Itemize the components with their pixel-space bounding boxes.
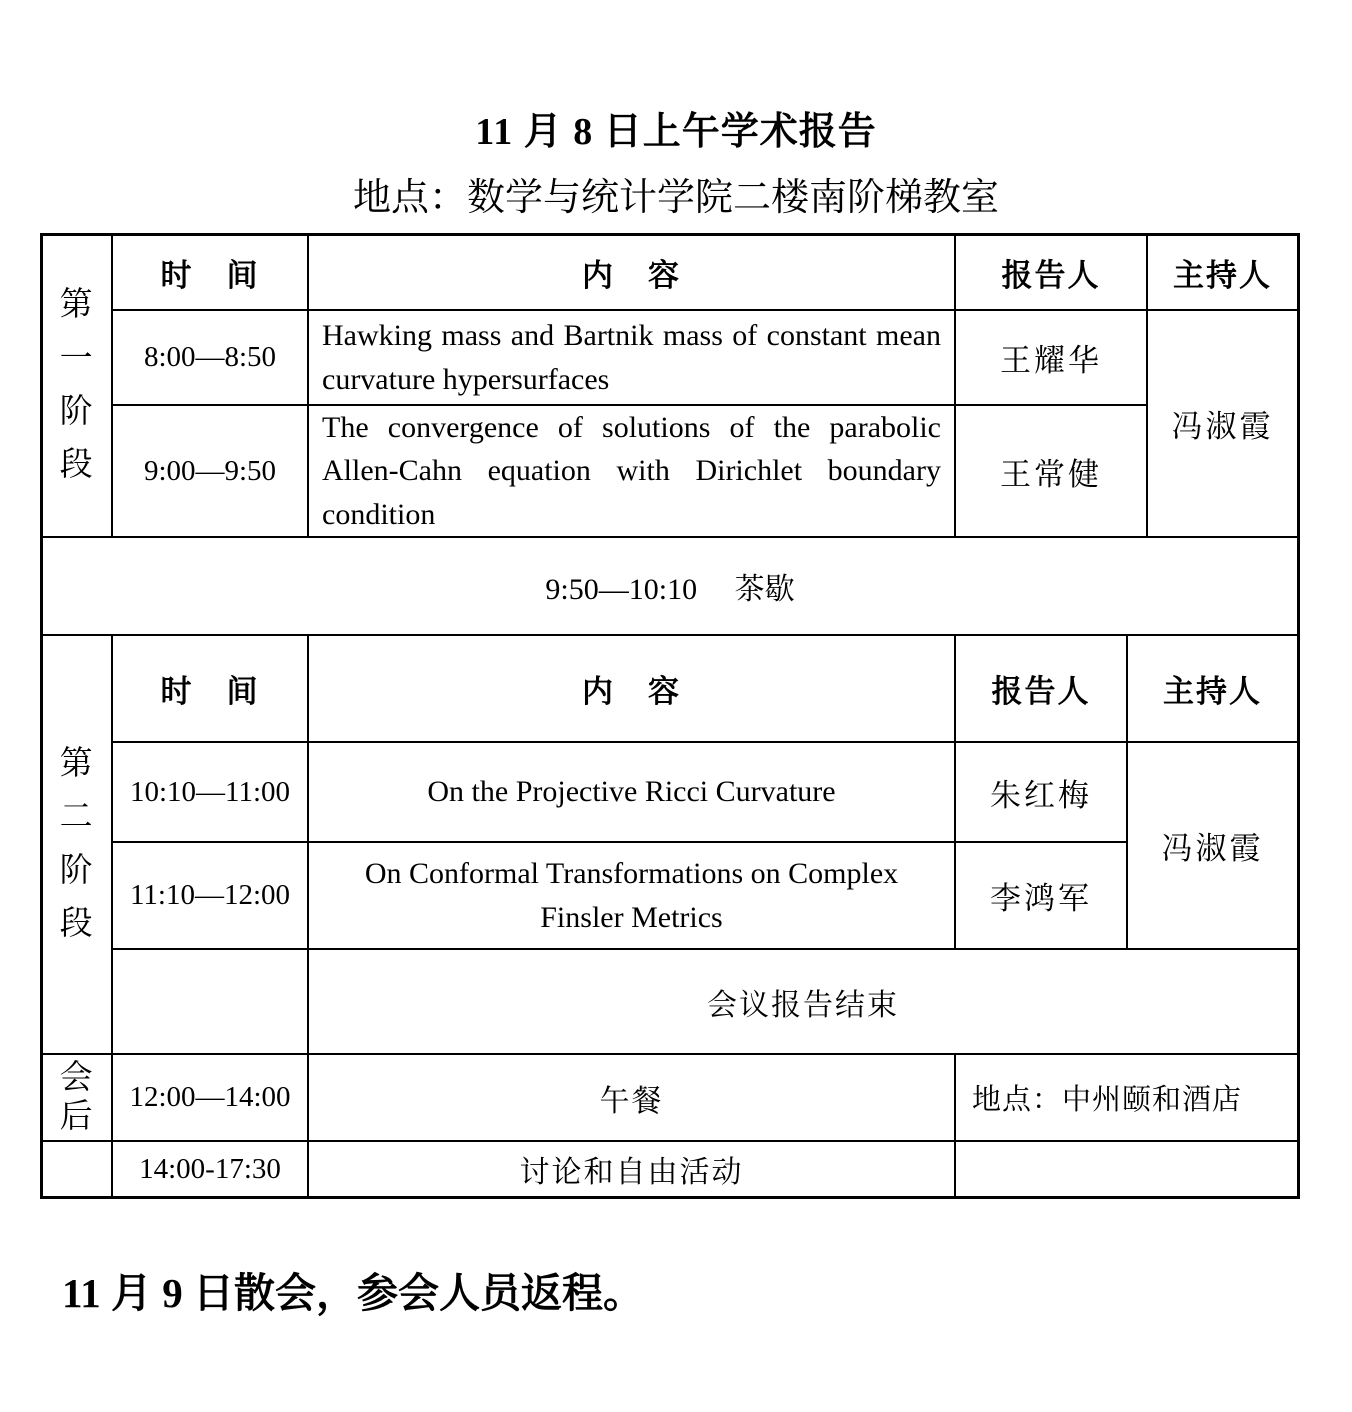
empty-cell — [956, 1142, 1297, 1196]
phase2-label-cell — [43, 636, 111, 1053]
talk2-title-cell — [309, 406, 954, 536]
column-header-speaker: 报告人 — [956, 236, 1146, 309]
phase1-label-cell — [43, 236, 111, 536]
column-header-time: 时 间 — [113, 236, 307, 309]
talk2-time: 9:00—9:50 — [113, 406, 307, 536]
phase2-chair: 冯淑霞 — [1128, 743, 1297, 948]
lunch-location: 地点：中州颐和酒店 — [956, 1055, 1297, 1140]
column-header-content: 内 容 — [309, 236, 954, 309]
after-session-label: 会后 — [59, 1059, 95, 1135]
talk3-title: On the Projective Ricci Curvature — [309, 743, 954, 841]
column-header-chair: 主持人 — [1148, 236, 1297, 309]
column-header-speaker-2: 报告人 — [956, 636, 1126, 741]
page-title: 11 月 8 日上午学术报告 — [475, 111, 877, 153]
schedule-section-phase2 — [40, 636, 1300, 1199]
after-session-label-cell — [43, 1055, 111, 1140]
column-header-content-2: 内 容 — [309, 636, 954, 741]
phase1-label: 第一阶段 — [59, 287, 95, 484]
empty-phase-cell — [43, 1142, 111, 1196]
session-end-note: 会议报告结束 — [309, 950, 1297, 1053]
talk4-speaker: 李鸿军 — [956, 843, 1126, 948]
schedule-table — [40, 233, 1300, 1199]
talk1-time: 8:00—8:50 — [113, 311, 307, 404]
talk4-title: On Conformal Transformations on Complex Finsler Metrics — [309, 843, 954, 948]
empty-time-cell — [113, 950, 307, 1053]
closing-note: 11 月 9 日散会，参会人员返程。 — [62, 1270, 644, 1316]
tea-break-row: 9:50—10:10 茶歇 — [40, 538, 1300, 636]
talk3-time: 10:10—11:00 — [113, 743, 307, 841]
phase2-label: 第二阶段 — [59, 745, 95, 942]
talk1-title-cell — [309, 311, 954, 404]
free-activity-time: 14:00-17:30 — [113, 1142, 307, 1196]
talk4-time: 11:10—12:00 — [113, 843, 307, 948]
talk2-speaker: 王常健 — [956, 406, 1146, 536]
page-subtitle: 地点：数学与统计学院二楼南阶梯教室 — [352, 177, 999, 219]
talk3-speaker: 朱红梅 — [956, 743, 1126, 841]
lunch-label: 午餐 — [309, 1055, 954, 1140]
lunch-time: 12:00—14:00 — [113, 1055, 307, 1140]
schedule-section-phase1 — [40, 233, 1300, 538]
talk1-title: Hawking mass and Bartnik mass of constant mean curvature hypersurfaces — [322, 319, 941, 396]
column-header-time-2: 时 间 — [113, 636, 307, 741]
phase1-chair: 冯淑霞 — [1148, 311, 1297, 536]
column-header-chair-2: 主持人 — [1128, 636, 1297, 741]
free-activity-label: 讨论和自由活动 — [309, 1142, 954, 1196]
talk2-title: The convergence of solutions of the parabolic Allen-Cahn equation with Dirichlet boundary condition — [322, 410, 941, 531]
talk1-speaker: 王耀华 — [956, 311, 1146, 404]
